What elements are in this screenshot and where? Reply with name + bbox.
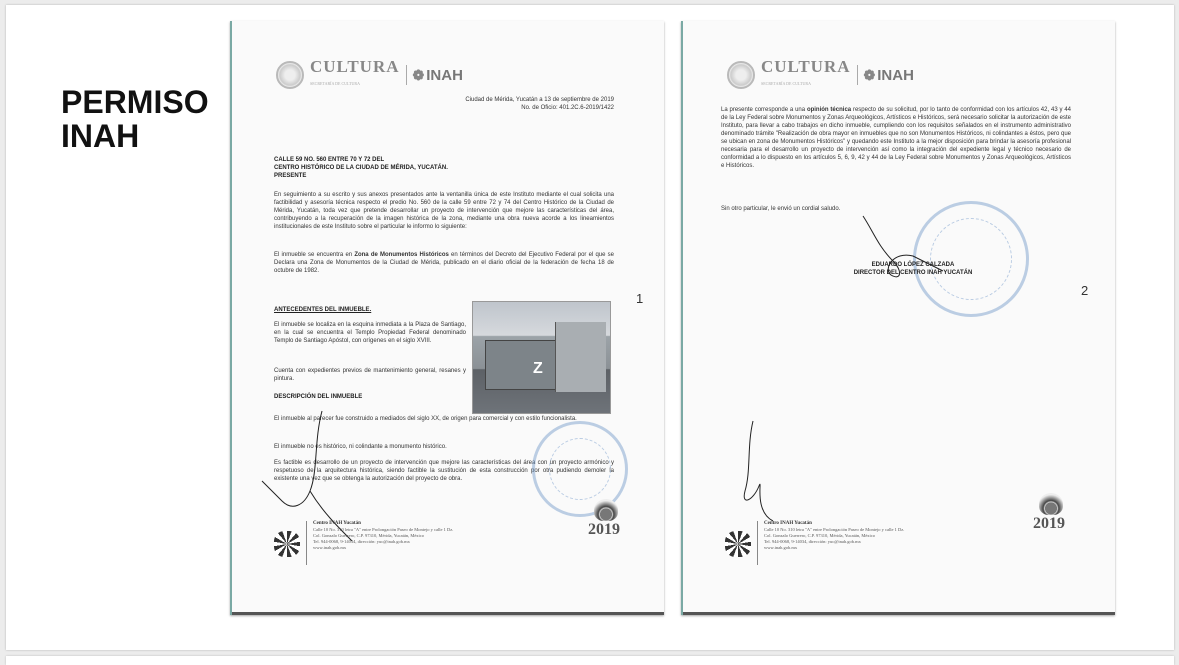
paragraph-3: El inmueble se localiza en la esquina inmediata a la Plaza de Santiago, en la cual se encuentra el Templo Propiedad Federal denominado Templo de Santiago Apóstol, con orígenes en el siglo XVIII. bbox=[274, 322, 466, 344]
page-number-1: 1 bbox=[636, 291, 644, 306]
page-title bbox=[61, 85, 209, 153]
letter-page-1 bbox=[230, 21, 664, 615]
logo-divider bbox=[406, 65, 407, 85]
inah-logo: ❁ INAH bbox=[412, 66, 463, 84]
letter-footer bbox=[274, 521, 453, 571]
inah-footer-emblem-icon bbox=[725, 531, 751, 557]
year-logo: 2019 bbox=[1033, 515, 1065, 532]
next-sheet-edge bbox=[6, 656, 1174, 665]
zapata-portrait-icon bbox=[1039, 493, 1063, 515]
letter-page-2 bbox=[681, 21, 1115, 615]
mexico-seal-icon bbox=[727, 61, 755, 89]
letterhead bbox=[276, 57, 463, 89]
address-line-3: PRESENTE bbox=[274, 173, 307, 179]
heading-descripcion: DESCRIPCIÓN DEL INMUEBLE bbox=[274, 394, 363, 400]
cultura-logo: CULTURA SECRETARÍA DE CULTURA bbox=[761, 57, 851, 86]
cultura-logo: CULTURA SECRETARÍA DE CULTURA bbox=[310, 57, 400, 86]
address-line-1: CALLE 59 NO. 560 ENTRE 70 Y 72 DEL bbox=[274, 157, 385, 163]
paragraph-5: El inmueble al parecer fue construido a mediados del siglo XX, de origen para comercial y con estilo funcionalista. bbox=[274, 416, 577, 422]
director-signature bbox=[843, 211, 953, 301]
place-date: Ciudad de Mérida, Yucatán a 13 de septiembre de 2019 bbox=[465, 97, 614, 103]
paragraph-6: El inmueble no es histórico, ni colindante a monumento histórico. bbox=[274, 444, 447, 450]
building-photo: Z bbox=[472, 301, 611, 414]
paragraph-2: El inmueble se encuentra en Zona de Monumentos Históricos en términos del Decreto del Ejecutivo Federal por el que se Declara una Zona de Monumentos de la Ciudad de Mérida, publicado en el diario oficial de la federación de fecha 18 de octubre de 1982. bbox=[274, 252, 614, 274]
oficio-number: No. de Oficio: 401.2C.6-2019/1422 bbox=[521, 105, 614, 111]
letterhead bbox=[727, 57, 914, 89]
title-line-2: INAH bbox=[61, 118, 140, 154]
logo-divider bbox=[857, 65, 858, 85]
closing-line: Sin otro particular, le envió un cordial saludo. bbox=[721, 206, 841, 212]
zapata-portrait-icon bbox=[594, 499, 618, 521]
inah-footer-emblem-icon bbox=[274, 531, 300, 557]
paragraph-4: Cuenta con expedientes previos de mantenimiento general, resanes y pintura. bbox=[274, 368, 466, 382]
heading-antecedentes: ANTECEDENTES DEL INMUEBLE. bbox=[274, 307, 372, 313]
title-line-1: PERMISO bbox=[61, 84, 209, 120]
footer-text: Centro INAH Yucatán Calle 10 No. 310 letra "A" entre Prolongación Paseo de Montejo y calle 1 Dz. Col. Gonzalo Guerrero, C.P. 97310, Mérida, Yucatán, México Tel. 944-0068, 9-14034, dirección: yuc@inah.gob.mx www.inah.gob.mx bbox=[764, 521, 905, 550]
signature-mark bbox=[723, 416, 783, 526]
inah-emblem-icon: ❁ bbox=[412, 66, 425, 83]
paragraph-1: La presente corresponde a una opinión técnica respecto de su solicitud, por lo tanto de conformidad con los artículos 42, 43 y 44 de la Ley Federal sobre Monumentos y Zonas Arqueológicos, Artísticos e Históricos, será necesario solicitar la autorización de este Instituto, para llevar a cabo trabajos en dicho inmueble, cumpliendo con los requisitos señalados en el instrumento administrativo denominado trámite "Realización de obra mayor en inmuebles que no son Monumentos Históricos, ni colindantes a éstos, pero que se ubican en zona de Monumentos Históricos" y quedando este Instituto a la mejor disposición para brindar la asesoría profesional necesaria para el desarrollo un proyecto de intervención así como la integración del expediente legal y técnico necesario de conformidad a lo dispuesto en los artículos 5, 6, 9, 42 y 44 de la Ley Federal sobre Monumentos y Zonas Arqueológicos, Artísticos e Históricos. bbox=[721, 107, 1072, 169]
address-line-2: CENTRO HISTÓRICO DE LA CIUDAD DE MÉRIDA, YUCATÁN. bbox=[274, 165, 448, 171]
inah-emblem-icon: ❁ bbox=[863, 66, 876, 83]
letter-footer bbox=[725, 521, 904, 571]
year-logo: 2019 bbox=[588, 521, 620, 538]
page-number-2: 2 bbox=[1081, 283, 1089, 298]
signer-title: DIRECTOR DEL CENTRO INAH YUCATÁN bbox=[853, 270, 973, 276]
paragraph-7: Es factible es desarrollo de un proyecto de intervención que mejore las características del área con un proyecto armónico y respetuoso de la arquitectura histórica, siendo factible la sustitución de esta construcción por otra pudiendo demoler la existente una vez que se obtenga la autorización del proyecto de obra. bbox=[274, 460, 614, 482]
footer-text: Centro INAH Yucatán Calle 10 No. 310 letra "A" entre Prolongación Paseo de Montejo y calle 1 Dz. Col. Gonzalo Guerrero, C.P. 97310, Mérida, Yucatán, México Tel. 944-0068, 9-14034, dirección: yuc@inah.gob.mx www.inah.gob.mx bbox=[313, 521, 454, 550]
paragraph-1: En seguimiento a su escrito y sus anexos presentados ante la ventanilla única de este Instituto mediante el cual solicita una factibilidad y asesoría técnica respecto el predio No. 560 de la calle 59 entre 72 y 74 del Centro Histórico de la Ciudad de Mérida, Yucatán, toda vez que pretende desarrollar un proyecto de intervención que mejore las características del área, contribuyendo a la recuperación de la imagen histórica de la zona, mediante una obra nueva acorde a los lineamientos institucionales de este Instituto sobre el particular le informo lo siguiente: bbox=[274, 192, 614, 230]
mexico-seal-icon bbox=[276, 61, 304, 89]
inah-logo: ❁ INAH bbox=[863, 66, 914, 84]
signer-name: EDUARDO LÓPEZ CALZADA bbox=[871, 262, 955, 268]
